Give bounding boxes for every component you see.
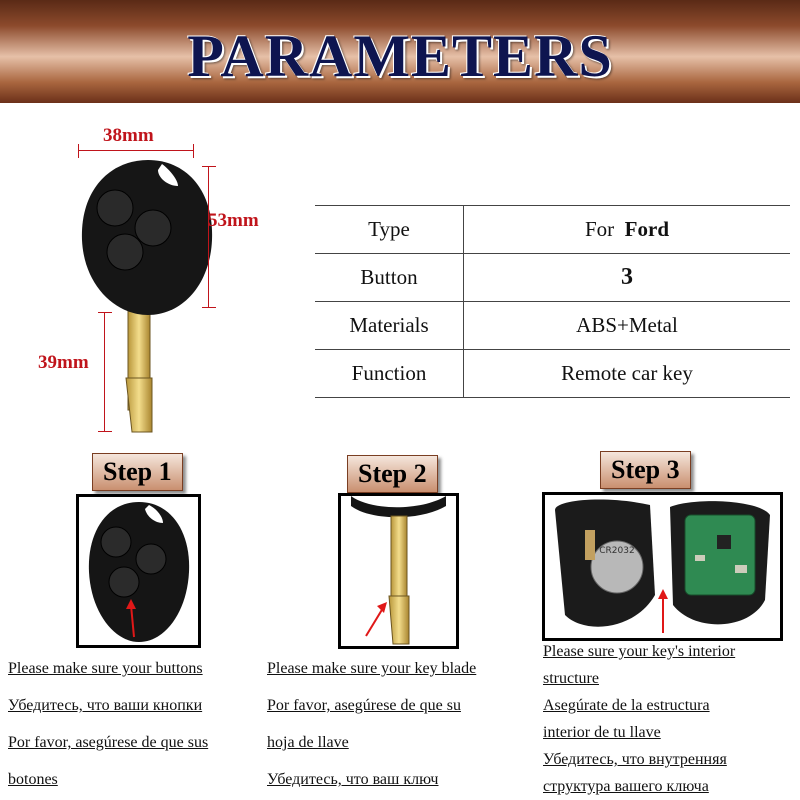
width-dimension-tick (193, 144, 194, 158)
spec-value: Remote car key (464, 350, 791, 398)
car-key-illustration (70, 150, 230, 440)
table-row (315, 206, 790, 254)
step-2-label: Step 2 (347, 455, 438, 493)
key-interior-image (545, 495, 780, 638)
spec-key: Button (315, 254, 464, 302)
spec-value: 3 (464, 254, 791, 302)
step-1-note-line: Por favor, asegúrese de que sus (8, 734, 209, 751)
step-1-note-line: botones (8, 771, 58, 788)
blade-dimension-line (104, 312, 105, 432)
step-1-note-line: Please make sure your buttons (8, 660, 203, 677)
spec-value: ABS+Metal (464, 302, 791, 350)
step-3-note-line: структура вашего ключа (543, 778, 709, 795)
blade-dimension-tick (98, 312, 112, 313)
page-title: PARAMETERS (187, 23, 613, 89)
table-row (315, 350, 790, 398)
step-3-note-line: Please sure your key's interior (543, 643, 736, 660)
spec-key: Materials (315, 302, 464, 350)
key-buttons-image (79, 497, 198, 645)
spec-table (315, 205, 790, 398)
step-3-label: Step 3 (600, 451, 691, 489)
step-1-note-line: Убедитесь, что ваши кнопки (8, 697, 203, 714)
height-dimension-tick (202, 166, 216, 167)
step-2-photo (338, 493, 459, 649)
spec-value (464, 206, 791, 254)
step-3-note-line: interior de tu llave (543, 724, 661, 741)
table-row (315, 254, 790, 302)
table-row (315, 302, 790, 350)
step-1-photo (76, 494, 201, 648)
step-2-note-line: Por favor, asegúrese de que su (267, 697, 461, 714)
header-banner (0, 0, 800, 103)
step-2-note-line: Please make sure your key blade (267, 660, 477, 677)
step-3-photo (542, 492, 783, 641)
step-2-note-line: hoja de llave (267, 734, 349, 751)
height-dimension-tick (202, 307, 216, 308)
height-dimension-label: 53mm (208, 210, 259, 231)
step-2-note-line: Убедитесь, что ваш ключ (267, 771, 439, 788)
width-dimension-tick (78, 144, 79, 158)
step-3-note-line: structure (543, 670, 599, 687)
blade-dimension-label: 39mm (38, 352, 89, 373)
step-3-note-line: Убедитесь, что внутренняя (543, 751, 727, 768)
step-1-label: Step 1 (92, 453, 183, 491)
spec-key: Type (315, 206, 464, 254)
spec-key: Function (315, 350, 464, 398)
key-blade-image (341, 496, 456, 646)
step-3-note-line: Asegúrate de la estructura (543, 697, 710, 714)
blade-dimension-tick (98, 431, 112, 432)
height-dimension-line (208, 166, 209, 308)
pointer-arrow (366, 608, 383, 636)
width-dimension-label: 38mm (103, 125, 154, 146)
spec-value-prefix: For (584, 217, 615, 241)
width-dimension-line (78, 150, 194, 151)
battery-label: CR2032 (599, 546, 635, 556)
spec-value-brand: Ford (624, 217, 669, 241)
